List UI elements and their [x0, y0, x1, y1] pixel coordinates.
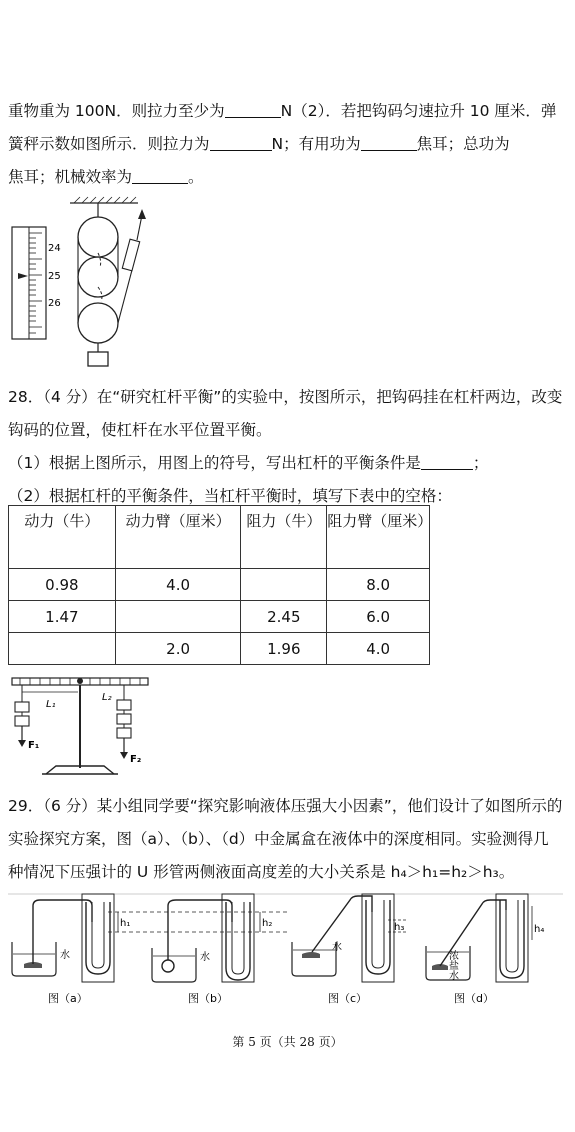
panel-c [292, 894, 406, 1005]
force-arrow-f1 [18, 740, 26, 747]
height-label: h₃ [394, 922, 405, 933]
u-tube [500, 900, 524, 978]
table-cell-blank[interactable] [9, 633, 116, 665]
right-weight [117, 728, 131, 738]
q29-line-2: 实验探究方案，图（a）、（b）、（d）中金属盒在液体中的深度相同。实验测得几 [8, 830, 549, 848]
question-28-text [8, 381, 568, 513]
q27-line-3: 焦耳；机械效率为 。 [8, 168, 204, 186]
table-cell: 4.0 [115, 569, 241, 601]
panel-caption: 图（b） [188, 992, 228, 1005]
scale-label-25: 25 [48, 271, 61, 282]
left-weight [15, 702, 29, 712]
movable-pulley [78, 303, 118, 343]
answer-blank[interactable] [361, 135, 417, 152]
scale-label-26: 26 [48, 298, 61, 309]
table-cell-blank[interactable] [241, 569, 327, 601]
u-tube-frame [222, 894, 254, 982]
scale-ticks [29, 233, 42, 333]
q29-line-3: 种情况下压强计的 U 形管两侧液面高度差的大小关系是 h₄＞h₁=h₂＞h₃。 [8, 863, 515, 881]
table-cell: 2.45 [241, 601, 327, 633]
force-arrow-f2 [120, 752, 128, 759]
u-tube [226, 902, 250, 980]
table-header: 动力（牛） [9, 506, 116, 569]
answer-blank[interactable] [210, 135, 272, 152]
table-header: 阻力（牛） [241, 506, 327, 569]
label-l1: L₁ [46, 699, 56, 710]
scale-label-24: 24 [48, 243, 61, 254]
answer-blank[interactable] [421, 454, 473, 471]
panel-d [426, 894, 544, 1005]
right-weight [117, 714, 131, 724]
metal-probe [302, 952, 320, 958]
panel-caption: 图（d） [454, 992, 494, 1005]
q29-line-1: 29．（6 分）某小组同学要“探究影响液体压强大小因素”，他们设计了如图所示的 [8, 797, 563, 815]
lever-data-table [8, 505, 433, 665]
panel-caption: 图（a） [48, 992, 88, 1005]
table-header-row [9, 506, 430, 569]
liquid-label: 浓盐水 [446, 950, 458, 980]
right-weight [117, 700, 131, 710]
fixed-pulley-small [78, 257, 118, 297]
table-cell: 1.96 [241, 633, 327, 665]
question-27-text [8, 95, 568, 194]
q27-line-2: 簧秤示数如图所示．则拉力为 N；有用功为 焦耳；总功为 [8, 135, 510, 153]
q28-line-3: （1）根据上图所示，用图上的符号，写出杠杆的平衡条件是 ； [8, 454, 489, 472]
left-weight [15, 716, 29, 726]
panel-b [152, 894, 272, 1005]
panel-caption: 图（c） [328, 992, 368, 1005]
table-header: 阻力臂（厘米） [327, 506, 430, 569]
scale-pointer [18, 273, 28, 279]
metal-probe [162, 960, 174, 972]
label-f2: F₂ [130, 754, 142, 765]
table-cell: 6.0 [327, 601, 430, 633]
beaker [12, 942, 56, 976]
pull-arrow [138, 209, 146, 219]
q28-line-2: 钩码的位置，使杠杆在水平位置平衡。 [8, 421, 272, 439]
q28-line-4: （2）根据杠杆的平衡条件，当杠杆平衡时，填写下表中的空格： [8, 487, 452, 505]
panel-a [12, 894, 130, 1005]
question-29-text [8, 790, 568, 889]
label-l2: L₂ [102, 692, 112, 703]
height-label: h₂ [262, 918, 273, 929]
liquid-label: 水 [332, 942, 342, 953]
rubber-tube [312, 896, 372, 952]
answer-blank[interactable] [132, 168, 188, 185]
table-cell-blank[interactable] [115, 601, 241, 633]
answer-blank[interactable] [225, 102, 281, 119]
table-row [9, 569, 430, 601]
fixed-pulley-large [78, 217, 118, 257]
table-cell: 1.47 [9, 601, 116, 633]
page-footer: 第 5 页（共 28 页） [232, 1035, 343, 1049]
hook-weight [88, 352, 108, 366]
u-tube [86, 902, 110, 974]
table-cell: 8.0 [327, 569, 430, 601]
beaker [292, 942, 336, 976]
lever-figure [8, 670, 158, 785]
liquid-pressure-figure [8, 892, 563, 1012]
pulling-spring-balance [122, 239, 139, 271]
height-label: h₁ [120, 918, 131, 929]
table-header: 动力臂（厘米） [115, 506, 241, 569]
liquid-label: 水 [60, 950, 70, 961]
height-label: h₄ [534, 924, 545, 935]
liquid-label: 水 [200, 952, 210, 963]
pulley-spring-scale-figure [8, 195, 158, 370]
label-f1: F₁ [28, 740, 40, 751]
table-cell: 0.98 [9, 569, 116, 601]
table-row [9, 601, 430, 633]
table-row [9, 633, 430, 665]
q27-line-1: 重物重为 100N．则拉力至少为 N（2）．若把钩码匀速拉升 10 厘米．弹 [8, 102, 557, 120]
u-tube [366, 900, 390, 974]
table-cell: 4.0 [327, 633, 430, 665]
table-cell: 2.0 [115, 633, 241, 665]
fulcrum [77, 678, 83, 684]
q28-line-1: 28．（4 分）在“研究杠杆平衡”的实验中，按图所示，把钩码挂在杠杆两边，改变 [8, 388, 563, 406]
